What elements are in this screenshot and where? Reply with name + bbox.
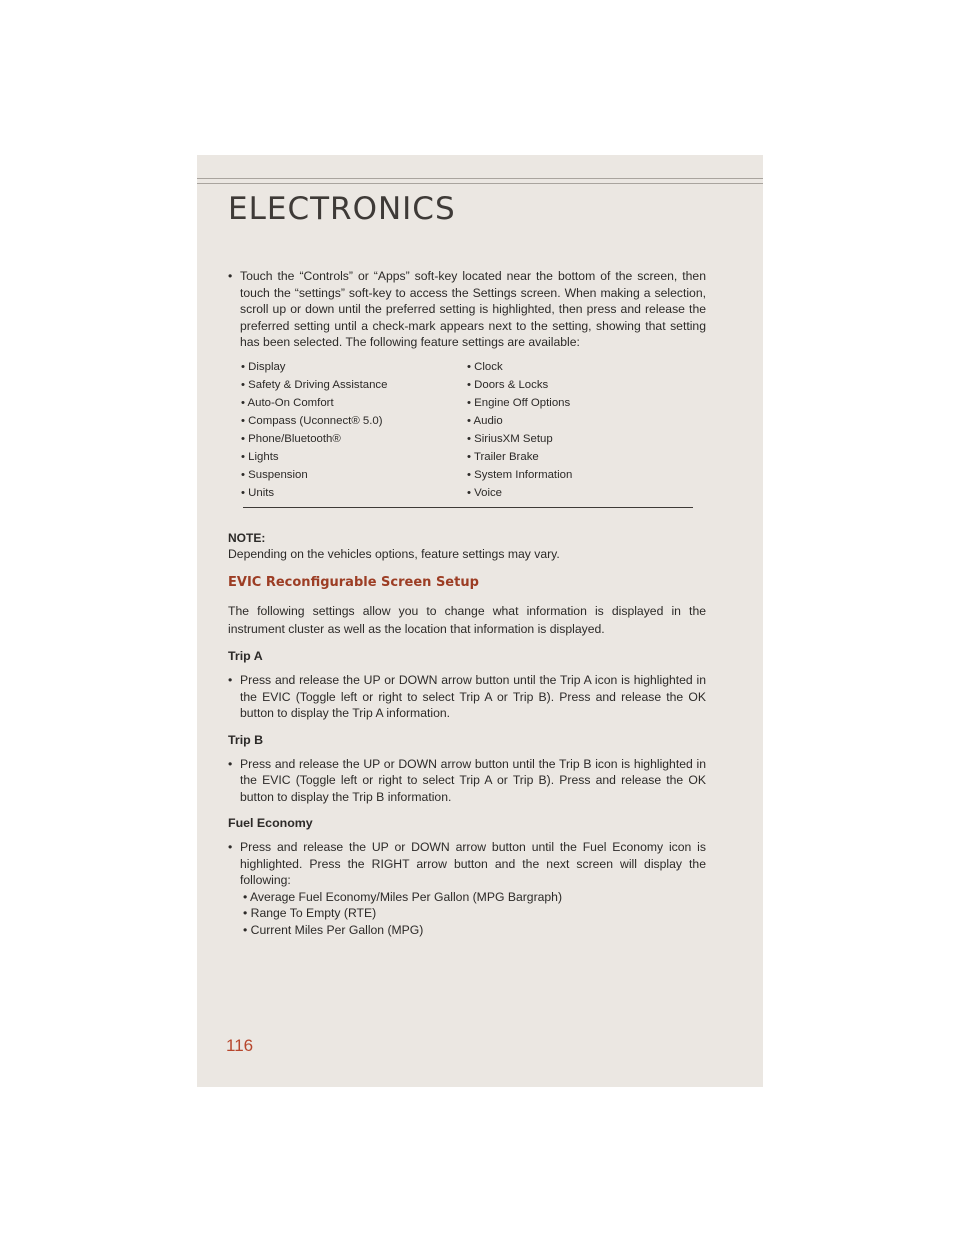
feature-item: • Clock	[467, 360, 503, 373]
feature-item: • Compass (Uconnect® 5.0)	[241, 414, 383, 427]
evic-intro: The following settings allow you to change what information is displayed in the instrument cluster as well as the location that information is displayed.	[228, 604, 706, 636]
feature-list-divider	[243, 507, 693, 508]
feature-item: • Safety & Driving Assistance	[241, 378, 388, 391]
feature-item: • Audio	[467, 414, 503, 427]
page-content	[228, 268, 706, 938]
feature-item: • Engine Off Options	[467, 396, 571, 409]
list-item: • Current Miles Per Gallon (MPG)	[243, 922, 424, 937]
trip-a-bullet	[228, 672, 706, 722]
feature-settings-list	[241, 359, 706, 502]
trip-a-text: Press and release the UP or DOWN arrow button until the Trip A icon is highlighted in the EVIC (Toggle left or right to select Trip A or Trip B). Press and release the OK button to display the Trip A information.	[240, 673, 706, 720]
header-rule	[197, 178, 763, 179]
trip-b-heading: Trip B	[228, 732, 264, 747]
bullet-marker: •	[228, 269, 233, 283]
feature-item: • Suspension	[241, 468, 308, 481]
feature-item: • SiriusXM Setup	[467, 432, 553, 445]
intro-bullet	[228, 268, 706, 351]
feature-item: • Auto-On Comfort	[241, 396, 334, 409]
feature-item: • Phone/Bluetooth®	[241, 432, 341, 445]
fuel-economy-heading: Fuel Economy	[228, 816, 313, 830]
section-title: ELECTRONICS	[228, 191, 456, 227]
trip-b-text: Press and release the UP or DOWN arrow button until the Trip B icon is highlighted in the EVIC (Toggle left or right to select Trip A or Trip B). Press and release the OK button to display the Trip B information.	[240, 756, 706, 804]
trip-b-bullet	[228, 756, 706, 806]
fuel-economy-text: Press and release the UP or DOWN arrow button until the Fuel Economy icon is highlighted. Press the RIGHT arrow button and the next screen will display the following:	[240, 840, 706, 887]
bullet-marker: •	[228, 840, 233, 854]
list-item: • Average Fuel Economy/Miles Per Gallon (MPG Bargraph)	[243, 889, 563, 904]
fuel-economy-bullet	[228, 839, 706, 889]
bullet-marker: •	[228, 756, 233, 771]
note-label: NOTE:	[228, 531, 266, 545]
note-text: Depending on the vehicles options, feature settings may vary.	[228, 547, 560, 561]
feature-item: • Lights	[241, 450, 279, 463]
list-item: • Range To Empty (RTE)	[243, 906, 377, 920]
page-number: 116	[226, 1036, 254, 1055]
feature-item: • Units	[241, 486, 275, 499]
header-rule-secondary	[197, 183, 763, 184]
feature-item: • Display	[241, 360, 286, 373]
manual-page	[197, 155, 763, 1087]
bullet-marker: •	[228, 673, 233, 687]
fuel-economy-items	[243, 889, 706, 939]
trip-a-heading: Trip A	[228, 649, 263, 663]
feature-item: • System Information	[467, 468, 573, 481]
intro-bullet-text: Touch the “Controls” or “Apps” soft-key located near the bottom of the screen, then touch the “settings” soft-key to access the Settings screen. When making a selection, scroll up or down until the preferred setting is highlighted, then press and release the preferred setting until a check-mark appears next to the setting, showing that setting has been selected. The following feature settings are available:	[240, 269, 706, 349]
feature-item: • Trailer Brake	[467, 450, 539, 463]
evic-heading: EVIC Reconfigurable Screen Setup	[228, 575, 479, 590]
feature-item: • Doors & Locks	[467, 378, 549, 391]
feature-item: • Voice	[467, 486, 503, 499]
